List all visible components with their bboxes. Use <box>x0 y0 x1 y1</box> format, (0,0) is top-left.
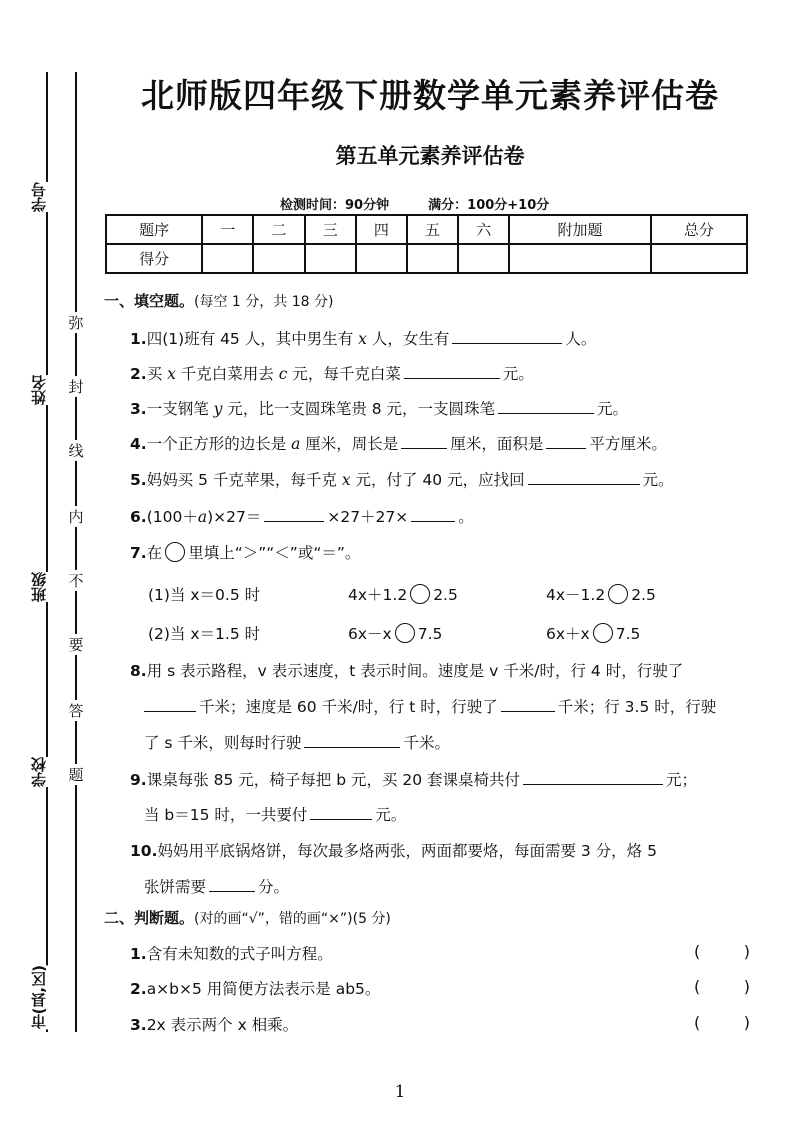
question-number: 6. <box>130 508 147 526</box>
answer-blank[interactable] <box>304 731 400 748</box>
question-1-7-row-2-expr-1 <box>348 622 442 644</box>
score-cell[interactable] <box>651 244 747 273</box>
answer-blank[interactable] <box>404 362 500 379</box>
city-label: 市(县,区) <box>30 965 48 1030</box>
score-header-cell: 一 <box>202 215 253 244</box>
question-text: 2x 表示两个 x 相乘。 <box>146 1016 299 1034</box>
question-1-7-row-1-expr-2 <box>546 583 656 605</box>
score-cell[interactable] <box>253 244 304 273</box>
answer-circle[interactable] <box>593 623 613 643</box>
section-1-title: 一、填空题。 <box>104 292 195 310</box>
section-1-note: (每空 1 分，共 18 分) <box>194 294 334 310</box>
score-header-cell: 附加题 <box>509 215 650 244</box>
expression: 4x＋1.2 <box>348 586 408 604</box>
question-text: 里填上“＞”“＜”或“＝”。 <box>188 544 361 562</box>
answer-blank[interactable] <box>209 875 255 892</box>
score-table <box>105 214 748 274</box>
variable: a <box>291 435 301 453</box>
question-1-7 <box>130 541 360 563</box>
question-text: 买 <box>146 365 168 383</box>
question-1-1 <box>130 327 596 349</box>
question-number: 4. <box>130 435 147 453</box>
answer-blank[interactable] <box>411 505 455 522</box>
score-cell[interactable] <box>407 244 458 273</box>
question-text: 元。 <box>597 400 629 418</box>
score-header-cell: 二 <box>253 215 304 244</box>
question-text: 元。 <box>642 471 674 489</box>
question-text: 。 <box>458 508 474 526</box>
compare-value: 2.5 <box>433 586 458 604</box>
question-1-7-row-2 <box>148 622 260 644</box>
school-label: 学校 <box>30 757 48 787</box>
paren-open: ( <box>694 977 701 996</box>
question-2-2 <box>130 977 380 999</box>
question-2-3 <box>130 1013 298 1035</box>
question-text: 人。 <box>565 330 597 348</box>
question-text: 厘米，面积是 <box>450 435 544 453</box>
score-header-cell: 四 <box>356 215 407 244</box>
page-title: 北师版四年级下册数学单元素养评估卷 <box>141 76 719 115</box>
answer-blank[interactable] <box>501 695 555 712</box>
question-text: 张饼需要 <box>144 878 207 896</box>
score-header-cell: 六 <box>458 215 509 244</box>
answer-blank[interactable] <box>401 432 447 449</box>
seal-char: 内 <box>66 506 86 527</box>
question-1-8-line-3 <box>144 731 450 753</box>
question-number: 3. <box>130 400 147 418</box>
section-2-note: (对的画“√”，错的画“×”)(5 分) <box>194 911 391 927</box>
question-text: )×27＝ <box>207 508 262 526</box>
question-1-5 <box>130 468 674 490</box>
score-cell[interactable] <box>202 244 253 273</box>
seal-char: 封 <box>66 376 86 397</box>
seal-char: 线 <box>66 440 86 461</box>
score-cell[interactable] <box>509 244 650 273</box>
question-text: 元。 <box>375 806 407 824</box>
answer-blank[interactable] <box>528 468 640 485</box>
question-text: 一支钢笔 <box>146 400 214 418</box>
question-text: 元，每千克白菜 <box>287 365 401 383</box>
question-number: 1. <box>130 945 147 963</box>
question-text: 厘米，周长是 <box>300 435 399 453</box>
paren-close: ) <box>743 942 750 961</box>
expression: 4x－1.2 <box>546 586 606 604</box>
variable: y <box>213 400 223 418</box>
question-1-2 <box>130 362 534 384</box>
answer-blank[interactable] <box>144 695 196 712</box>
paren-close: ) <box>743 977 750 996</box>
seal-char: 不 <box>66 570 86 591</box>
exam-full-score: 满分：100分+10分 <box>428 198 550 213</box>
answer-parentheses[interactable] <box>694 942 750 961</box>
variable: x <box>341 471 351 489</box>
student-id-label: 学号 <box>30 182 48 212</box>
score-row-label: 得分 <box>106 244 202 273</box>
question-number: 2. <box>130 980 147 998</box>
question-text: 用 s 表示路程，v 表示速度，t 表示时间。速度是 v 千米/时，行 4 时，行驶了 <box>146 662 684 680</box>
score-table-score-row <box>106 244 747 273</box>
question-1-3 <box>130 397 628 419</box>
score-header-cell: 题序 <box>106 215 202 244</box>
seal-char: 答 <box>66 700 86 721</box>
question-1-6 <box>130 505 474 527</box>
paren-open: ( <box>694 1013 701 1032</box>
score-cell[interactable] <box>458 244 509 273</box>
question-number: 1. <box>130 330 147 348</box>
question-1-8-line-2 <box>144 695 716 717</box>
answer-circle[interactable] <box>608 584 628 604</box>
question-text: 当 b＝15 时，一共要付 <box>144 806 308 824</box>
class-label: 班级 <box>30 572 48 602</box>
expression: 6x－x <box>348 625 392 643</box>
variable: a <box>197 508 208 526</box>
answer-blank[interactable] <box>310 803 372 820</box>
student-name-label: 姓名 <box>30 375 48 405</box>
section-2-title: 二、判断题。 <box>104 909 195 927</box>
seal-char: 题 <box>66 764 86 785</box>
question-text: 分。 <box>258 878 290 896</box>
question-text: 元，付了 40 元，应找回 <box>350 471 525 489</box>
section-1-heading <box>104 290 333 311</box>
score-cell[interactable] <box>305 244 356 273</box>
compare-value: 7.5 <box>615 625 641 643</box>
answer-parentheses[interactable] <box>694 1013 750 1032</box>
question-text: 平方厘米。 <box>589 435 667 453</box>
paren-open: ( <box>694 942 701 961</box>
exam-meta <box>280 194 549 213</box>
seal-char: 弥 <box>66 312 86 333</box>
page-number: 1 <box>394 1082 406 1102</box>
score-cell[interactable] <box>356 244 407 273</box>
question-text: 含有未知数的式子叫方程。 <box>146 945 333 963</box>
exam-time: 检测时间：90分钟 <box>280 198 390 213</box>
seal-char: 要 <box>66 634 86 655</box>
question-text: (100＋ <box>146 508 198 526</box>
question-text: a×b×5 用简便方法表示是 ab5。 <box>146 980 381 998</box>
answer-circle[interactable] <box>395 623 415 643</box>
binding-line-outer <box>46 72 48 1032</box>
answer-parentheses[interactable] <box>694 977 750 996</box>
question-text: 妈妈买 5 千克苹果，每千克 <box>146 471 342 489</box>
question-1-7-row-1-expr-1 <box>348 583 458 605</box>
score-table-header-row <box>106 215 747 244</box>
condition-label: (1)当 x＝0.5 时 <box>148 586 261 604</box>
question-number: 5. <box>130 471 147 489</box>
question-text: 千米；速度是 60 千米/时，行 t 时，行驶了 <box>199 698 498 716</box>
question-text: 元，比一支圆珠笔贵 8 元，一支圆珠笔 <box>222 400 496 418</box>
answer-circle[interactable] <box>410 584 430 604</box>
variable: c <box>278 365 288 383</box>
variable: x <box>358 330 367 348</box>
question-text: 人，女生有 <box>366 330 450 348</box>
answer-blank[interactable] <box>498 397 594 414</box>
question-number: 7. <box>130 544 147 562</box>
question-text: 千米；行 3.5 时，行驶 <box>557 698 717 716</box>
expression: 6x＋x <box>546 625 590 643</box>
question-text: 四(1)班有 45 人，其中男生有 <box>146 330 359 348</box>
answer-blank[interactable] <box>264 505 324 522</box>
question-text: 了 s 千米，则每时行驶 <box>144 734 302 752</box>
score-header-cell: 总分 <box>651 215 747 244</box>
binding-line-inner <box>75 72 77 1032</box>
paren-close: ) <box>743 1013 750 1032</box>
variable: x <box>167 365 176 383</box>
question-1-9-line-2 <box>144 803 406 825</box>
question-number: 3. <box>130 1016 147 1034</box>
question-text: 元。 <box>502 365 534 383</box>
question-text: 在 <box>146 544 163 562</box>
question-1-10-line-2 <box>144 875 289 897</box>
question-text: 元； <box>666 771 698 789</box>
compare-value: 7.5 <box>417 625 443 643</box>
question-text: 课桌每张 85 元，椅子每把 b 元，买 20 套课桌椅共付 <box>146 771 521 789</box>
question-1-4 <box>130 432 667 454</box>
score-header-cell: 五 <box>407 215 458 244</box>
compare-value: 2.5 <box>631 586 656 604</box>
question-1-9-line-1 <box>130 768 697 790</box>
page-subtitle: 第五单元素养评估卷 <box>335 144 525 168</box>
section-2-heading <box>104 907 391 928</box>
question-2-1 <box>130 942 333 964</box>
answer-blank[interactable] <box>546 432 586 449</box>
question-1-10-line-1 <box>130 839 657 861</box>
question-text: ×27＋27× <box>327 508 409 526</box>
question-text: 妈妈用平底锅烙饼，每次最多烙两张，两面都要烙，每面需要 3 分，烙 5 <box>157 842 657 860</box>
question-text: 千克白菜用去 <box>175 365 279 383</box>
question-text: 千米。 <box>403 734 450 752</box>
score-header-cell: 三 <box>305 215 356 244</box>
question-1-7-row-2-expr-2 <box>546 622 640 644</box>
answer-blank[interactable] <box>452 327 562 344</box>
question-text: 一个正方形的边长是 <box>146 435 292 453</box>
comparison-circle-icon <box>165 542 185 562</box>
condition-label: (2)当 x＝1.5 时 <box>148 625 261 643</box>
question-number: 10. <box>130 842 158 860</box>
question-1-7-row-1 <box>148 583 260 605</box>
answer-blank[interactable] <box>523 768 663 785</box>
question-number: 8. <box>130 662 147 680</box>
question-1-8-line-1 <box>130 659 683 681</box>
question-number: 9. <box>130 771 147 789</box>
question-number: 2. <box>130 365 147 383</box>
